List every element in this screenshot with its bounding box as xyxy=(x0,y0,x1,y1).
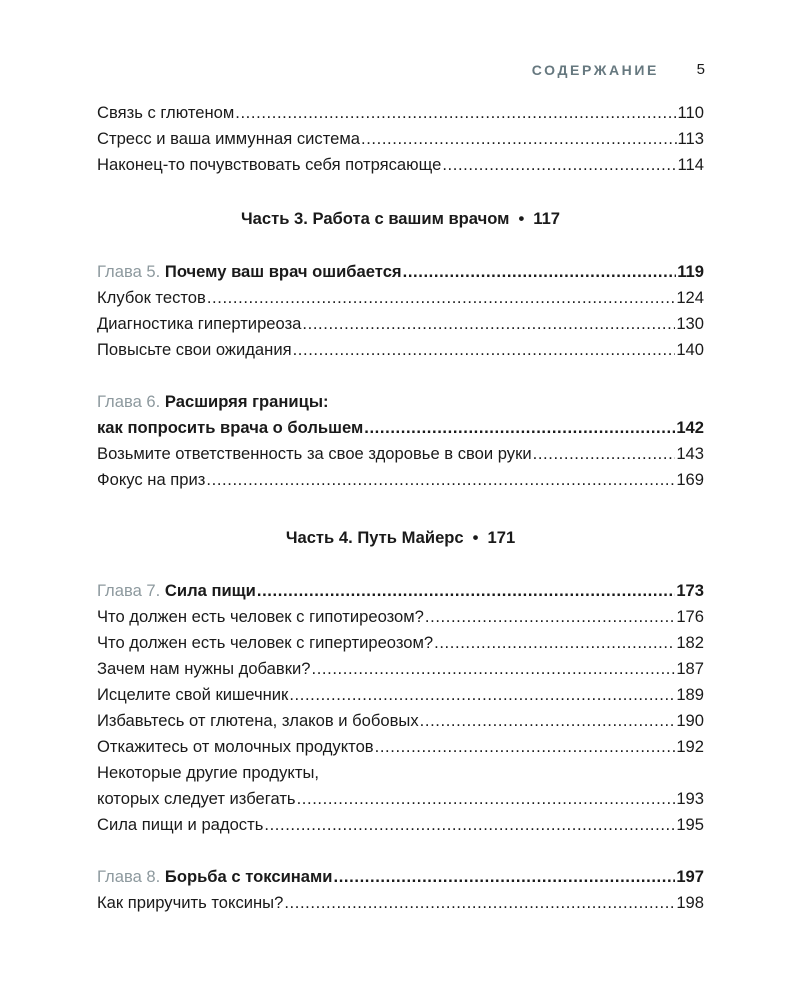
toc-entry-label: Повысьте свои ожидания xyxy=(97,340,292,359)
toc-entry-label: Что должен есть человек с гипертиреозом? xyxy=(97,633,434,652)
dot-leader xyxy=(375,734,676,760)
part-heading[interactable] xyxy=(97,525,704,551)
part-title: Часть 3. Работа с вашим врачом xyxy=(240,209,510,228)
chapter-prefix: Глава 7. xyxy=(97,581,165,600)
dot-leader xyxy=(289,682,675,708)
toc-entry-label: Диагностика гипертиреоза xyxy=(97,314,302,333)
toc-entry[interactable] xyxy=(97,812,704,838)
dot-leader xyxy=(425,604,675,630)
chapter-title-line2: как попросить врача о большем xyxy=(97,418,364,437)
chapter-title: Сила пищи xyxy=(164,581,256,600)
chapter-page: 173 xyxy=(676,581,704,600)
chapter-prefix: Глава 6. xyxy=(97,392,165,411)
chapter-entry[interactable] xyxy=(97,389,704,415)
toc-entry-label-line2: которых следует избегать xyxy=(97,789,296,808)
toc-entry-multiline-continued[interactable] xyxy=(97,786,704,812)
dot-leader xyxy=(302,311,675,337)
bullet-separator: • xyxy=(472,528,479,547)
toc-entry-label: Избавьтесь от глютена, злаков и бобовых xyxy=(97,711,419,730)
dot-leader xyxy=(235,100,676,126)
toc-entry[interactable] xyxy=(97,890,704,916)
chapter-title: Почему ваш врач ошибается xyxy=(164,262,402,281)
chapter-title-line1: Расширяя границы: xyxy=(164,392,329,411)
toc-entry-page: 190 xyxy=(676,711,704,730)
table-of-contents xyxy=(97,100,704,916)
part-page: 171 xyxy=(487,528,516,547)
dot-leader xyxy=(297,786,676,812)
toc-entry-page: 176 xyxy=(676,607,704,626)
toc-entry-page: 195 xyxy=(676,815,704,834)
running-title: СОДЕРЖАНИЕ xyxy=(531,62,659,78)
chapter-title: Борьба с токсинами xyxy=(164,867,333,886)
chapter-label xyxy=(97,578,256,604)
toc-entry-label: Стресс и ваша иммунная система xyxy=(97,129,360,148)
toc-entry[interactable] xyxy=(97,682,704,708)
toc-entry-label-line1: Некоторые другие продукты, xyxy=(97,763,319,782)
dot-leader xyxy=(364,415,675,441)
dot-leader xyxy=(434,630,675,656)
toc-entry-page: 114 xyxy=(677,155,704,174)
page-number: 5 xyxy=(696,61,705,78)
toc-entry[interactable] xyxy=(97,441,704,467)
dot-leader xyxy=(293,337,676,363)
chapter-entry-continued[interactable] xyxy=(97,415,704,441)
chapter-label xyxy=(97,415,363,441)
toc-entry[interactable] xyxy=(97,311,704,337)
toc-entry-multiline[interactable] xyxy=(97,760,704,786)
part-title: Часть 4. Путь Майерс xyxy=(285,528,464,547)
chapter-entry[interactable] xyxy=(97,864,704,890)
toc-entry-page: 140 xyxy=(676,340,704,359)
toc-entry[interactable] xyxy=(97,467,704,493)
running-head xyxy=(0,62,705,82)
dot-leader xyxy=(257,578,675,604)
part-heading[interactable] xyxy=(97,206,704,232)
toc-entry[interactable] xyxy=(97,152,704,178)
dot-leader xyxy=(533,441,676,467)
bullet-separator: • xyxy=(518,209,525,228)
toc-entry-label: Что должен есть человек с гипотиреозом? xyxy=(97,607,424,626)
toc-entry[interactable] xyxy=(97,630,704,656)
toc-entry-page: 143 xyxy=(676,444,704,463)
chapter-label xyxy=(97,259,402,285)
chapter-prefix: Глава 5. xyxy=(97,262,165,281)
chapter-prefix: Глава 8. xyxy=(97,867,165,886)
toc-entry-page: 182 xyxy=(676,633,704,652)
part-page: 117 xyxy=(533,209,561,228)
toc-entry[interactable] xyxy=(97,126,704,152)
chapter-page: 197 xyxy=(676,867,704,886)
chapter-entry[interactable] xyxy=(97,259,704,285)
dot-leader xyxy=(206,467,675,493)
toc-entry-label: Наконец-то почувствовать себя потрясающе xyxy=(97,155,442,174)
toc-entry-page: 110 xyxy=(677,103,704,122)
toc-entry-label: Фокус на приз xyxy=(97,470,206,489)
dot-leader xyxy=(284,890,675,916)
toc-entry-label: Возьмите ответственность за свое здоровье в свои руки xyxy=(97,444,532,463)
chapter-page: 142 xyxy=(676,418,704,437)
dot-leader xyxy=(403,259,677,285)
toc-entry-label: Откажитесь от молочных продуктов xyxy=(97,737,374,756)
chapter-entry[interactable] xyxy=(97,578,704,604)
toc-entry-page: 198 xyxy=(676,893,704,912)
dot-leader xyxy=(334,864,676,890)
toc-entry[interactable] xyxy=(97,100,704,126)
toc-entry-page: 169 xyxy=(676,470,704,489)
chapter-label xyxy=(97,864,333,890)
dot-leader xyxy=(420,708,676,734)
toc-entry-page: 193 xyxy=(676,789,704,808)
dot-leader xyxy=(361,126,677,152)
toc-entry[interactable] xyxy=(97,708,704,734)
toc-entry-label: Клубок тестов xyxy=(97,288,206,307)
toc-entry-page: 130 xyxy=(676,314,704,333)
toc-entry[interactable] xyxy=(97,734,704,760)
dot-leader xyxy=(264,812,675,838)
toc-entry[interactable] xyxy=(97,656,704,682)
toc-entry-label: Как приручить токсины? xyxy=(97,893,284,912)
toc-entry[interactable] xyxy=(97,604,704,630)
toc-entry-page: 124 xyxy=(676,288,704,307)
toc-entry-page: 187 xyxy=(676,659,704,678)
chapter-page: 119 xyxy=(677,262,704,281)
toc-entry-label: Исцелите свой кишечник xyxy=(97,685,289,704)
toc-entry-label: Сила пищи и радость xyxy=(97,815,264,834)
toc-entry-page: 113 xyxy=(677,129,704,148)
dot-leader xyxy=(311,656,675,682)
dot-leader xyxy=(207,285,675,311)
toc-entry-label: Зачем нам нужны добавки? xyxy=(97,659,311,678)
toc-entry-label: Связь с глютеном xyxy=(97,103,235,122)
dot-leader xyxy=(442,152,676,178)
toc-entry[interactable] xyxy=(97,337,704,363)
toc-entry[interactable] xyxy=(97,285,704,311)
toc-entry-page: 189 xyxy=(676,685,704,704)
toc-entry-page: 192 xyxy=(676,737,704,756)
